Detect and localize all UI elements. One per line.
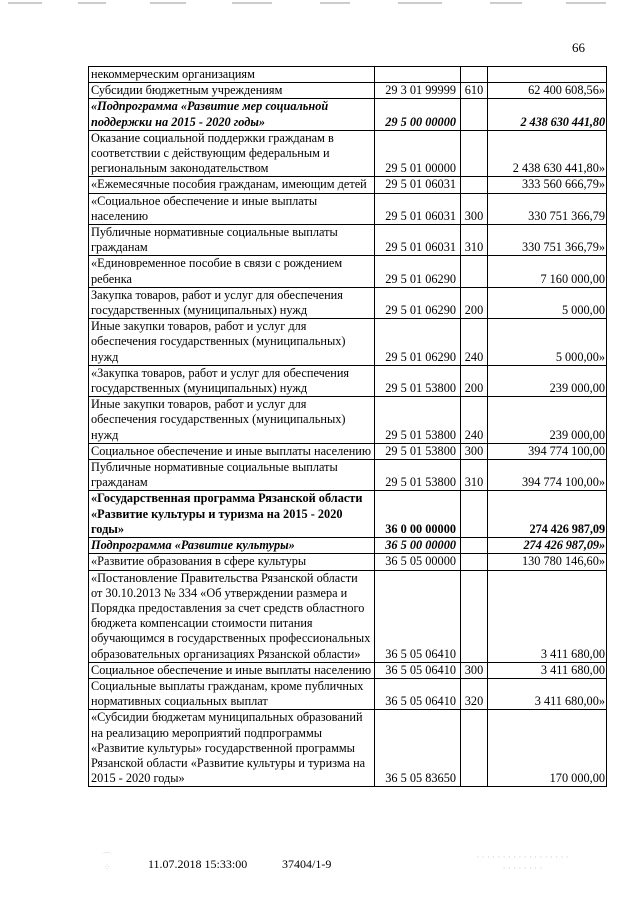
table-row <box>89 662 607 678</box>
row-code-cell <box>375 67 461 83</box>
row-code-cell: 36 5 05 00000 <box>375 554 461 570</box>
row-code-cell: 29 5 01 06290 <box>375 287 461 318</box>
row-type-cell: 320 <box>461 678 488 709</box>
row-name-cell: Иные закупки товаров, работ и услуг для обеспечения государственных (муниципальных) нужд <box>89 397 375 444</box>
row-code-cell: 29 5 01 06031 <box>375 177 461 193</box>
row-sum-cell: 274 426 987,09 <box>488 491 607 538</box>
row-name-cell: «Ежемесячные пособия гражданам, имеющим детей <box>89 177 375 193</box>
row-sum-cell: 3 411 680,00» <box>488 678 607 709</box>
row-type-cell: 310 <box>461 460 488 491</box>
table-row <box>89 491 607 538</box>
row-type-cell <box>461 130 488 177</box>
row-code-cell: 29 5 01 06290 <box>375 319 461 366</box>
row-code-cell: 29 5 01 53800 <box>375 365 461 396</box>
row-type-cell <box>461 570 488 662</box>
row-sum-cell: 5 000,00 <box>488 287 607 318</box>
row-name-cell: «Единовременное пособие в связи с рождением ребенка <box>89 256 375 287</box>
table-row <box>89 67 607 83</box>
row-code-cell: 36 5 05 83650 <box>375 710 461 787</box>
row-name-cell: «Постановление Правительства Рязанской области от 30.10.2013 № 334 «Об утверждении размера и Порядка предоставления за счет средств областного бюджета компенсации стоимости питания обучающимся в государственных профессиональных образовательных организациях Рязанской области» <box>89 570 375 662</box>
row-sum-cell: 394 774 100,00 <box>488 443 607 459</box>
row-sum-cell: 62 400 608,56» <box>488 83 607 99</box>
budget-table <box>88 66 607 787</box>
table-row <box>89 460 607 491</box>
row-sum-cell: 2 438 630 441,80 <box>488 99 607 130</box>
table-row <box>89 678 607 709</box>
row-name-cell: Публичные нормативные социальные выплаты гражданам <box>89 460 375 491</box>
row-name-cell: Подпрограмма «Развитие культуры» <box>89 538 375 554</box>
row-code-cell: 36 5 00 00000 <box>375 538 461 554</box>
row-sum-cell <box>488 67 607 83</box>
row-name-cell: «Субсидии бюджетам муниципальных образований на реализацию мероприятий подпрограммы «Развитие культуры» государственной программы Рязанской области «Развитие культуры и туризма на 2015 - 2020 годы» <box>89 710 375 787</box>
scan-artifact-line <box>0 0 640 8</box>
table-row <box>89 99 607 130</box>
row-name-cell: Иные закупки товаров, работ и услуг для обеспечения государственных (муниципальных) нужд <box>89 319 375 366</box>
row-code-cell: 29 5 00 00000 <box>375 99 461 130</box>
row-sum-cell: 333 560 666,79» <box>488 177 607 193</box>
row-sum-cell: 3 411 680,00 <box>488 662 607 678</box>
row-type-cell <box>461 710 488 787</box>
row-type-cell: 610 <box>461 83 488 99</box>
row-code-cell: 36 0 00 00000 <box>375 491 461 538</box>
table-row <box>89 83 607 99</box>
row-code-cell: 29 5 01 53800 <box>375 397 461 444</box>
row-name-cell: Субсидии бюджетным учреждениям <box>89 83 375 99</box>
row-code-cell: 29 5 01 53800 <box>375 443 461 459</box>
row-name-cell: «Социальное обеспечение и иные выплаты населению <box>89 193 375 224</box>
row-type-cell <box>461 538 488 554</box>
row-sum-cell: 239 000,00 <box>488 397 607 444</box>
row-name-cell: «Государственная программа Рязанской области «Развитие культуры и туризма на 2015 - 2020 годы» <box>89 491 375 538</box>
row-name-cell: «Закупка товаров, работ и услуг для обеспечения государственных (муниципальных) нужд <box>89 365 375 396</box>
row-type-cell: 300 <box>461 443 488 459</box>
row-name-cell: Социальное обеспечение и иные выплаты населению <box>89 662 375 678</box>
row-code-cell: 29 5 01 53800 <box>375 460 461 491</box>
row-code-cell: 36 5 05 06410 <box>375 662 461 678</box>
faint-stamp-mark: ⌒ ⁘ <box>102 852 112 872</box>
row-type-cell <box>461 256 488 287</box>
row-name-cell: Социальные выплаты гражданам, кроме публичных нормативных социальных выплат <box>89 678 375 709</box>
row-sum-cell: 7 160 000,00 <box>488 256 607 287</box>
row-type-cell: 300 <box>461 193 488 224</box>
row-sum-cell: 394 774 100,00» <box>488 460 607 491</box>
table-row <box>89 554 607 570</box>
row-name-cell: Закупка товаров, работ и услуг для обеспечения государственных (муниципальных) нужд <box>89 287 375 318</box>
row-sum-cell: 5 000,00» <box>488 319 607 366</box>
table-row <box>89 225 607 256</box>
budget-table-body <box>89 67 607 787</box>
row-type-cell: 200 <box>461 365 488 396</box>
row-type-cell: 240 <box>461 397 488 444</box>
row-type-cell: 240 <box>461 319 488 366</box>
row-type-cell <box>461 177 488 193</box>
table-row <box>89 130 607 177</box>
row-sum-cell: 330 751 366,79» <box>488 225 607 256</box>
row-sum-cell: 330 751 366,79 <box>488 193 607 224</box>
table-row <box>89 397 607 444</box>
table-row <box>89 256 607 287</box>
row-name-cell: некоммерческим организациям <box>89 67 375 83</box>
faint-scanned-text: · · · · · · · · · · · · · · · · · · · · · · · · · · <box>476 852 569 873</box>
footer-document-code: 37404/1-9 <box>282 857 332 871</box>
footer-timestamp: 11.07.2018 15:33:00 <box>148 857 248 871</box>
row-type-cell <box>461 67 488 83</box>
table-row <box>89 443 607 459</box>
table-row <box>89 287 607 318</box>
row-type-cell <box>461 491 488 538</box>
row-code-cell: 29 3 01 99999 <box>375 83 461 99</box>
row-code-cell: 29 5 01 06031 <box>375 225 461 256</box>
table-row <box>89 710 607 787</box>
table-row <box>89 177 607 193</box>
row-type-cell: 200 <box>461 287 488 318</box>
page-number: 66 <box>572 40 585 55</box>
row-type-cell: 300 <box>461 662 488 678</box>
row-name-cell: «Развитие образования в сфере культуры <box>89 554 375 570</box>
row-type-cell <box>461 554 488 570</box>
row-type-cell <box>461 99 488 130</box>
row-name-cell: Социальное обеспечение и иные выплаты населению <box>89 443 375 459</box>
row-name-cell: «Подпрограмма «Развитие мер социальной поддержки на 2015 - 2020 годы» <box>89 99 375 130</box>
row-code-cell: 29 5 01 06290 <box>375 256 461 287</box>
table-row <box>89 193 607 224</box>
row-code-cell: 36 5 05 06410 <box>375 678 461 709</box>
row-sum-cell: 130 780 146,60» <box>488 554 607 570</box>
row-name-cell: Оказание социальной поддержки гражданам в соответствии с действующим федеральным и региональным законодательством <box>89 130 375 177</box>
row-type-cell: 310 <box>461 225 488 256</box>
table-row <box>89 365 607 396</box>
row-sum-cell: 170 000,00 <box>488 710 607 787</box>
table-row <box>89 570 607 662</box>
row-sum-cell: 3 411 680,00 <box>488 570 607 662</box>
row-sum-cell: 2 438 630 441,80» <box>488 130 607 177</box>
row-code-cell: 29 5 01 06031 <box>375 193 461 224</box>
row-code-cell: 29 5 01 00000 <box>375 130 461 177</box>
row-code-cell: 36 5 05 06410 <box>375 570 461 662</box>
row-sum-cell: 274 426 987,09» <box>488 538 607 554</box>
table-row <box>89 319 607 366</box>
table-row <box>89 538 607 554</box>
row-sum-cell: 239 000,00 <box>488 365 607 396</box>
row-name-cell: Публичные нормативные социальные выплаты гражданам <box>89 225 375 256</box>
